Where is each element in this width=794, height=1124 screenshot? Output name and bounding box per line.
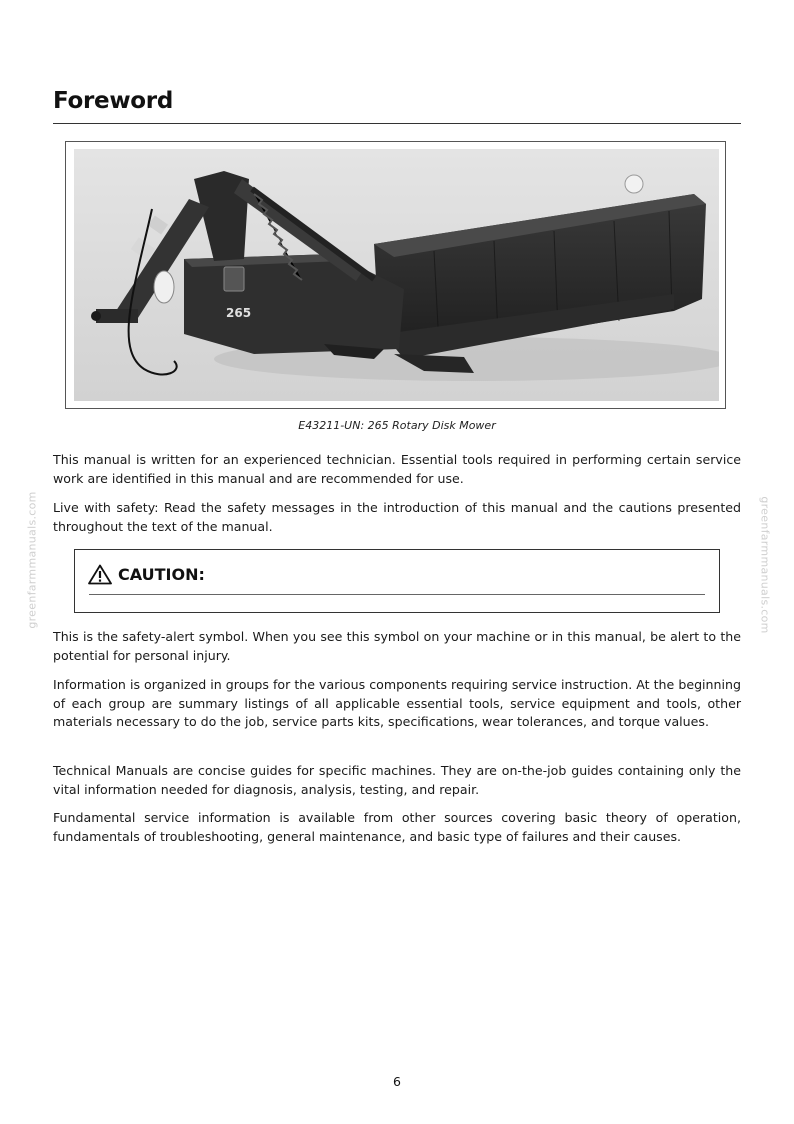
warning-triangle-icon — [88, 564, 112, 585]
paragraph-safety: Live with safety: Read the safety messages in the introduction of this manual and the cautions presented throughout the text of the manual. — [53, 500, 741, 534]
paragraph-intro: This manual is written for an experienced technician. Essential tools required in performing certain service work are identified in this manual and are recommended for use. — [53, 452, 741, 486]
page-title: Foreword — [53, 88, 173, 114]
caution-box — [74, 549, 720, 613]
watermark-right: greenfarmmanuals.com — [758, 496, 772, 634]
paragraph-fundamentals: Fundamental service information is available from other sources covering basic theory of operation, fundamentals of troubleshooting, general maintenance, and basic type of failures and their causes. — [53, 810, 741, 844]
mower-photo — [74, 149, 719, 401]
figure-caption: E43211-UN: 265 Rotary Disk Mower — [298, 419, 496, 432]
title-rule — [53, 123, 741, 124]
paragraph-technical-manuals: Technical Manuals are concise guides for specific machines. They are on-the-job guides containing only the vital information needed for diagnosis, analysis, testing, and repair. — [53, 763, 741, 797]
watermark-left: greenfarmmanuals.com — [25, 491, 39, 629]
paragraph-safety-symbol: This is the safety-alert symbol. When you see this symbol on your machine or in this manual, be alert to the potential for personal injury. — [53, 629, 741, 663]
figure-box — [65, 141, 726, 409]
caution-rule — [89, 594, 705, 595]
paragraph-organization: Information is organized in groups for the various components requiring service instruction. At the beginning of each group are summary listings of all applicable essential tools, service equipment and tools, other materials necessary to do the job, service parts kits, specifications, wear tolerances, and torque values. — [53, 677, 741, 729]
caution-label: CAUTION: — [118, 565, 205, 584]
page-number: 6 — [393, 1074, 401, 1089]
model-number-decal: 265 — [226, 306, 252, 320]
